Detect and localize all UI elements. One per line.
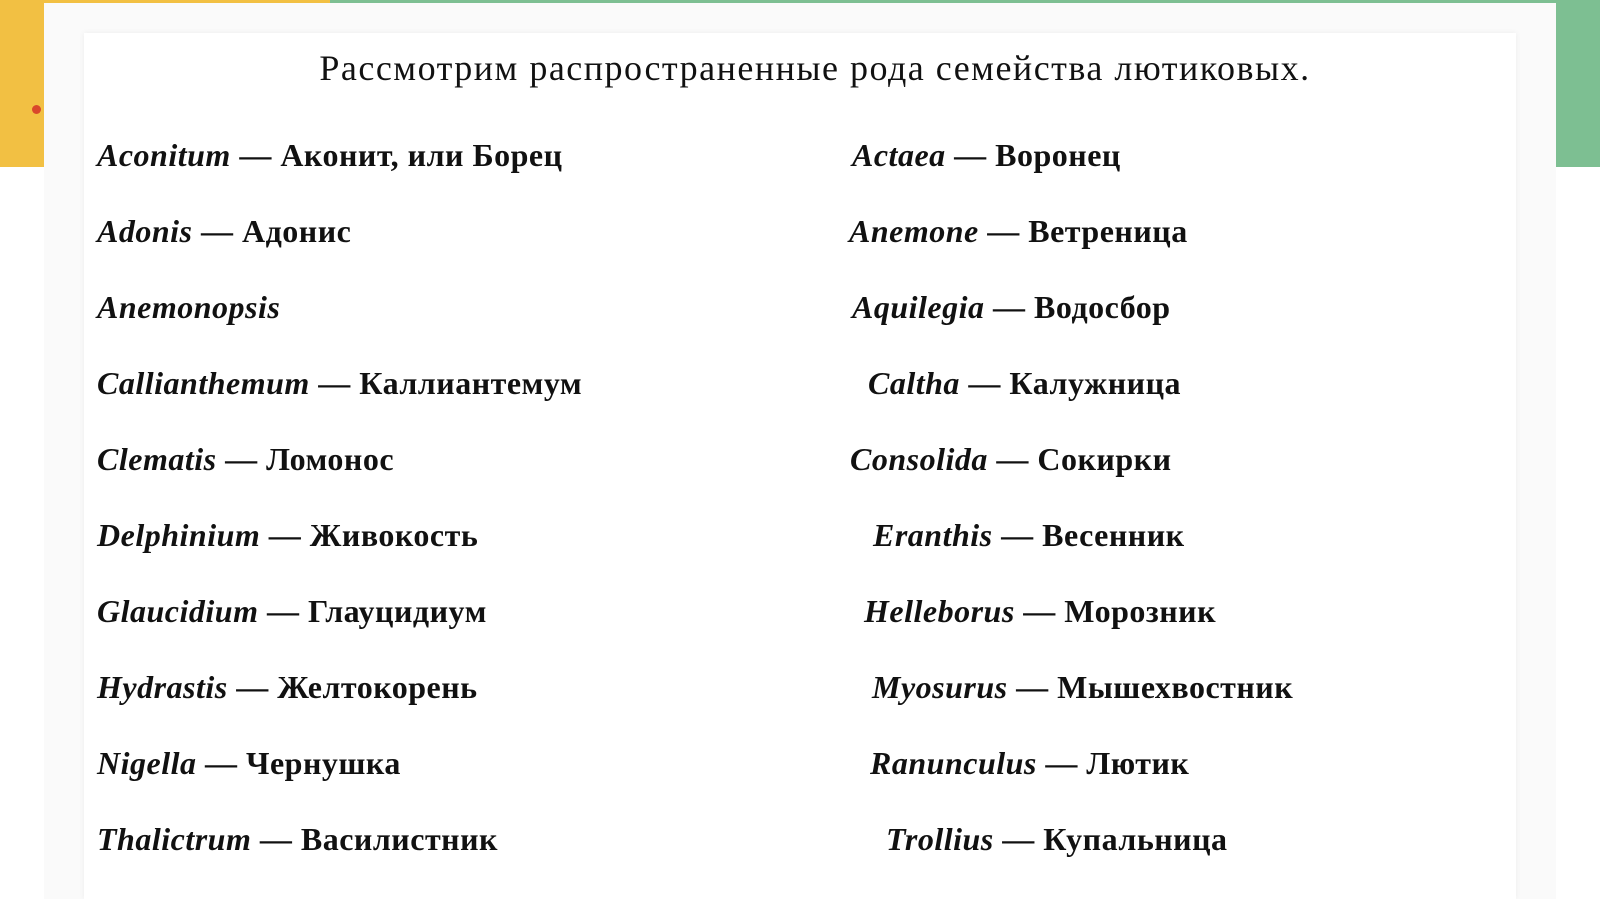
genus-dash: — [959,365,1010,401]
genus-row-thalictrum [97,821,498,858]
genus-row-aquilegia [852,289,1171,326]
genus-row-glaucidium [97,593,487,630]
genus-latin-name: Thalictrum [97,821,252,857]
genus-row-myosurus [872,669,1293,706]
genus-latin-name: Delphinium [97,517,261,553]
genus-latin-name: Eranthis [873,517,993,553]
genus-russian-name: Живокость [309,517,479,553]
genus-dash: — [251,821,301,857]
slide [44,3,1556,899]
genus-latin-name: Ranunculus [870,745,1037,781]
genus-row-trollius [886,821,1228,858]
genus-latin-name: Trollius [886,821,994,857]
genus-row-hydrastis [97,669,478,706]
genus-latin-name: Glaucidium [97,593,259,629]
genus-russian-name: Василистник [300,821,498,857]
genus-russian-name: Воронец [995,137,1121,173]
genus-russian-name: Аконит, или Борец [280,137,563,173]
genus-latin-name: Clematis [97,441,217,477]
genus-row-adonis [97,213,351,250]
genus-dash: — [230,137,281,173]
genus-latin-name: Helleborus [864,593,1015,629]
genus-latin-name: Nigella [97,745,197,781]
genus-latin-name: Anemone [849,213,979,249]
genus-row-anemone [849,213,1188,250]
genus-latin-name: Adonis [97,213,193,249]
genus-russian-name: Адонис [241,213,352,249]
genus-russian-name: Каллиантемум [359,365,583,401]
genus-dash: — [216,441,267,477]
genus-row-clematis [97,441,394,478]
genus-russian-name: Сокирки [1037,441,1172,477]
genus-russian-name: Морозник [1064,593,1217,629]
decorative-red-dot [32,105,41,114]
genus-row-nigella [97,745,401,782]
genus-dash: — [1007,669,1058,705]
genus-row-callianthemum [97,365,582,402]
genus-russian-name: Ломонос [266,441,395,477]
genus-latin-name: Callianthemum [97,365,310,401]
genus-dash: — [196,745,246,781]
genus-latin-name: Aquilegia [852,289,985,325]
genus-dash: — [992,517,1043,553]
genus-dash: — [309,365,360,401]
genus-row-anemonopsis [97,289,280,326]
genus-latin-name: Caltha [868,365,960,401]
genus-row-actaea [852,137,1121,174]
genus-latin-name: Hydrastis [97,669,228,705]
genus-row-caltha [868,365,1181,402]
genus-dash: — [1014,593,1065,629]
genus-dash: — [993,821,1044,857]
genus-row-eranthis [873,517,1185,554]
genus-latin-name: Consolida [850,441,988,477]
genus-row-consolida [850,441,1172,478]
genus-row-ranunculus [870,745,1189,782]
genus-latin-name: Actaea [852,137,946,173]
genus-latin-name: Aconitum [97,137,231,173]
slide-title: Рассмотрим распространенные рода семейства лютиковых. [319,48,1311,88]
genus-russian-name: Купальница [1043,821,1228,857]
genus-russian-name: Желтокорень [277,669,478,705]
genus-dash: — [258,593,308,629]
genus-russian-name: Весенник [1042,517,1185,553]
genus-dash: — [192,213,242,249]
genus-russian-name: Водосбор [1034,289,1171,325]
genus-latin-name: Myosurus [872,669,1008,705]
genus-russian-name: Мышехвостник [1057,669,1294,705]
genus-russian-name: Лютик [1086,745,1190,781]
genus-dash: — [987,441,1038,477]
genus-dash: — [978,213,1029,249]
genus-row-helleborus [864,593,1216,630]
genus-latin-name: Anemonopsis [97,289,281,325]
genus-row-delphinium [97,517,478,554]
genus-dash: — [945,137,996,173]
genus-russian-name: Калужница [1009,365,1182,401]
genus-russian-name: Чернушка [245,745,401,781]
genus-dash: — [227,669,278,705]
genus-dash: — [984,289,1035,325]
genus-row-aconitum [97,137,563,174]
genus-russian-name: Глауцидиум [307,593,487,629]
genus-russian-name: Ветреница [1028,213,1188,249]
genus-dash: — [260,517,310,553]
genus-dash: — [1036,745,1087,781]
